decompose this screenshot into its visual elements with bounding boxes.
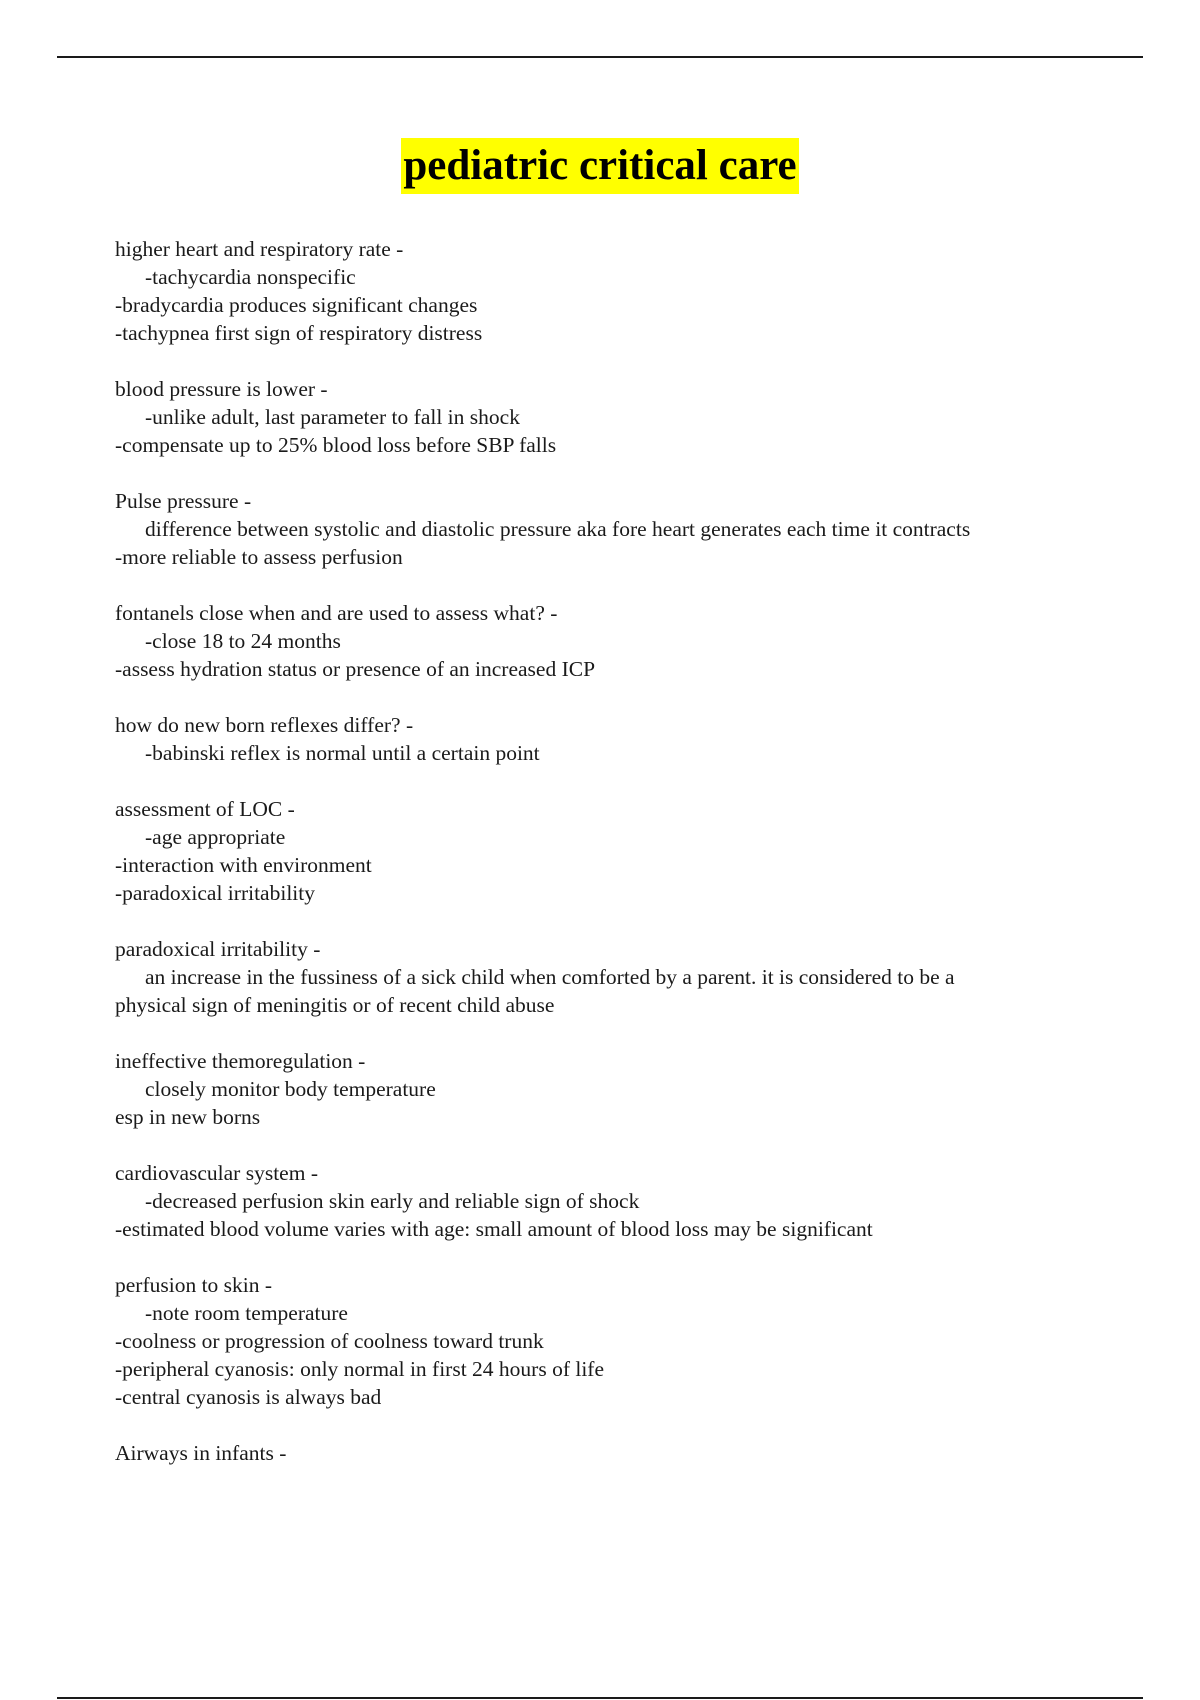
flashcard-term: perfusion to skin - bbox=[115, 1273, 273, 1297]
flashcard bbox=[115, 1439, 1115, 1467]
flashcard-definition-line: -tachypnea first sign of respiratory distress bbox=[115, 321, 483, 345]
footer-rule bbox=[57, 1697, 1143, 1699]
flashcard-definition-line: physical sign of meningitis or of recent child abuse bbox=[115, 993, 555, 1017]
flashcard-term: blood pressure is lower - bbox=[115, 377, 328, 401]
flashcard-definition-line: -compensate up to 25% blood loss before SBP falls bbox=[115, 433, 557, 457]
flashcard bbox=[115, 711, 1115, 767]
flashcard-definition-line: -assess hydration status or presence of an increased ICP bbox=[115, 657, 596, 681]
flashcard-definition-line: -central cyanosis is always bad bbox=[115, 1385, 382, 1409]
flashcard-definition-line: -age appropriate bbox=[145, 825, 286, 849]
flashcard-definition-line: -unlike adult, last parameter to fall in shock bbox=[145, 405, 520, 429]
flashcard-definition-line: -tachycardia nonspecific bbox=[145, 265, 356, 289]
flashcard-definition-line: -decreased perfusion skin early and reliable sign of shock bbox=[145, 1189, 640, 1213]
flashcard-definition-line: difference between systolic and diastolic pressure aka fore heart generates each time it contracts bbox=[145, 517, 971, 541]
header-rule bbox=[57, 56, 1143, 58]
flashcard-term: Pulse pressure - bbox=[115, 489, 252, 513]
flashcard-definition-line: -babinski reflex is normal until a certain point bbox=[145, 741, 540, 765]
flashcard bbox=[115, 1047, 1115, 1131]
flashcard-term: assessment of LOC - bbox=[115, 797, 295, 821]
flashcard-term: Airways in infants - bbox=[115, 1441, 287, 1465]
flashcard bbox=[115, 1159, 1115, 1243]
flashcard-definition-line: closely monitor body temperature bbox=[145, 1077, 436, 1101]
flashcard-definition-line: -close 18 to 24 months bbox=[145, 629, 341, 653]
flashcard-definition-line: esp in new borns bbox=[115, 1105, 261, 1129]
flashcard-definition-line: -paradoxical irritability bbox=[115, 881, 315, 905]
flashcard bbox=[115, 935, 1115, 1019]
flashcard-term: cardiovascular system - bbox=[115, 1161, 318, 1185]
flashcard-definition-line: -peripheral cyanosis: only normal in first 24 hours of life bbox=[115, 1357, 605, 1381]
flashcard-term: paradoxical irritability - bbox=[115, 937, 321, 961]
flashcard-definition-line: -interaction with environment bbox=[115, 853, 372, 877]
flashcard-term: ineffective themoregulation - bbox=[115, 1049, 366, 1073]
flashcard bbox=[115, 599, 1115, 683]
flashcard bbox=[115, 375, 1115, 459]
flashcard-definition-line: -more reliable to assess perfusion bbox=[115, 545, 403, 569]
flashcard-definition-line: -bradycardia produces significant changes bbox=[115, 293, 478, 317]
flashcard-term: how do new born reflexes differ? - bbox=[115, 713, 414, 737]
flashcard-definition-line: -estimated blood volume varies with age: small amount of blood loss may be significant bbox=[115, 1217, 873, 1241]
flashcard-definition-line: -note room temperature bbox=[145, 1301, 348, 1325]
flashcard bbox=[115, 795, 1115, 907]
document-title: pediatric critical care bbox=[401, 138, 798, 194]
flashcard bbox=[115, 235, 1115, 347]
flashcard-definition-line: an increase in the fussiness of a sick child when comforted by a parent. it is considered to be a bbox=[145, 965, 955, 989]
title-container bbox=[0, 138, 1200, 194]
flashcard bbox=[115, 1271, 1115, 1411]
flashcard bbox=[115, 487, 1115, 571]
flashcard-term: higher heart and respiratory rate - bbox=[115, 237, 404, 261]
flashcard-definition-line: -coolness or progression of coolness toward trunk bbox=[115, 1329, 544, 1353]
flashcard-term: fontanels close when and are used to assess what? - bbox=[115, 601, 558, 625]
flashcard-list bbox=[115, 235, 1115, 1495]
